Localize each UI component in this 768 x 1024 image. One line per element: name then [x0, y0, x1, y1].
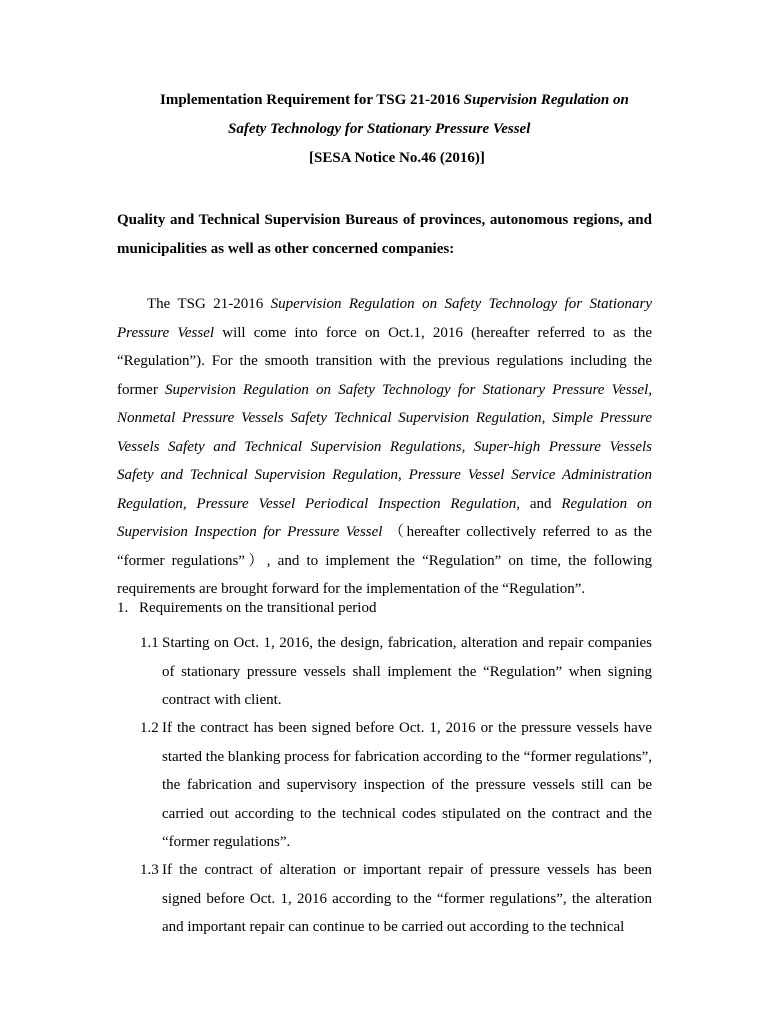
intro-paragraph [117, 290, 652, 604]
notice-number: [SESA Notice No.46 (2016)] [309, 150, 485, 166]
item-number: 1.2 [140, 720, 159, 736]
item-text: If the contract of alteration or important repair of pressure vessels has been signed before Oct. 1, 2016 according to the “former regulations”, the alteration and important repair can continue to be carried out according to the technical [162, 862, 652, 935]
intro-segment-7: （hereafter collectively referred to as the “former regulations”）, and to implement the “Regulation” on time, the following requirements are brought forward for the implementation of the “Regulation”. [117, 524, 652, 597]
title-line-2-italic: Safety Technology for Stationary Pressure Vessel [228, 121, 531, 137]
section-1-heading [117, 600, 376, 617]
intro-segment-1: The TSG 21-2016 [147, 296, 271, 312]
list-item [140, 856, 652, 942]
item-text: If the contract has been signed before Oct. 1, 2016 or the pressure vessels have started the blanking process for fabrication according to the “former regulations”, the fabrication and supervisory inspection of the pressure vessels still can be carried out according to the technical codes stipulated on the contract and the “former regulations”. [162, 720, 652, 850]
intro-segment-3: will come into force on Oct.1, 2016 (hereafter referred to as the “Regulation”). For the smooth transition with the previous regulations including the former [117, 324, 653, 398]
title-line-2 [228, 121, 530, 138]
list-item [140, 629, 652, 715]
intro-segment-4: Supervision Regulation on Safety Technology for Stationary Pressure Vessel, Nonmetal Pressure Vessels Safety Technical Supervision Regulation, Simple Pressure Vessels Safety and Technical Supervision Regulations, Super-high Pressure Vessels Safety and Technical Supervision Regulation, Pressure Vessel Service Administration Regulation, Pressure Vessel Periodical Inspection Regulation, [117, 381, 653, 512]
title-line-1-prefix: Implementation Requirement for TSG 21-2016 [160, 92, 464, 108]
item-number: 1.1 [140, 635, 159, 651]
section-1-number: 1. [117, 600, 129, 616]
intro-segment-2: Supervision Regulation on Safety Technology for Stationary Pressure Vessel [117, 296, 652, 341]
item-text: Starting on Oct. 1, 2016, the design, fabrication, alteration and repair companies of stationary pressure vessels shall implement the “Regulation” when signing contract with client. [162, 635, 652, 708]
intro-segment-6: Regulation on Supervision Inspection for Pressure Vessel [117, 495, 652, 540]
title-line-1-italic: Supervision Regulation on [463, 92, 629, 108]
addressee: Quality and Technical Supervision Bureaus of provinces, autonomous regions, and municipalities as well as other concerned companies: [117, 212, 652, 257]
intro-segment-5: and [520, 495, 562, 512]
section-1-title: Requirements on the transitional period [139, 600, 377, 616]
list-item [140, 714, 652, 857]
title-line-1 [160, 92, 629, 109]
item-number: 1.3 [140, 862, 159, 878]
